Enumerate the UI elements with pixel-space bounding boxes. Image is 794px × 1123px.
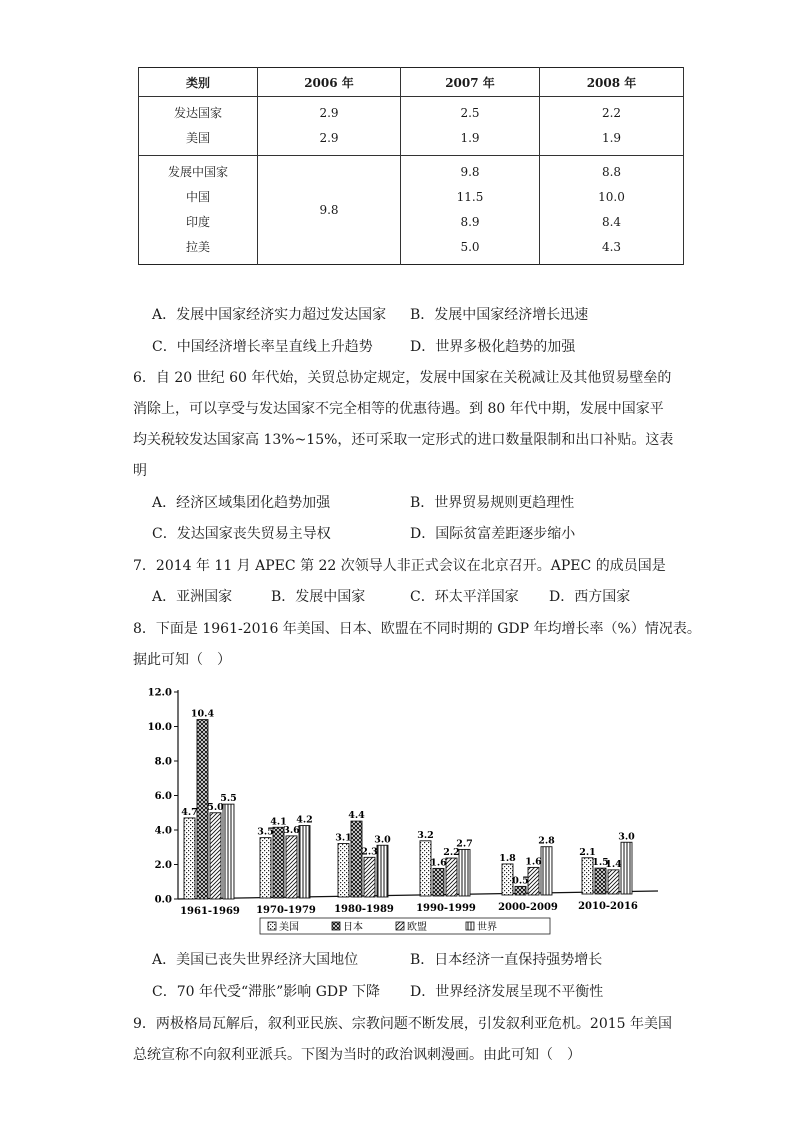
y-tick-label: 12.0 <box>147 687 172 699</box>
q8-option-d[interactable]: D．世界经济发展呈现不平衡性 <box>410 984 604 1000</box>
bar-data-label: 1.6 <box>525 856 542 868</box>
q6-stem-line-1: 6．自 20 世纪 60 年代始，关贸总协定规定，发展中国家在关税减让及其他贸易壁垒的 <box>133 370 672 386</box>
bar-data-label: 2.7 <box>456 838 473 850</box>
bar-日本-2000-2009 <box>515 886 526 895</box>
bar-data-label: 2.2 <box>443 847 460 859</box>
cell-value: 8.8 <box>601 165 622 179</box>
q6-stem-line-2: 消除上，可以享受与发达国家不完全相等的优惠待遇。到 80 年代中期，发展中国家平 <box>133 401 664 417</box>
bar-世界-2000-2009 <box>541 847 552 895</box>
bar-data-label: 10.4 <box>190 708 215 720</box>
q7-option-d[interactable]: D．西方国家 <box>549 589 631 605</box>
cell-value: 10.0 <box>598 190 625 204</box>
bar-美国-1970-1979 <box>260 838 271 898</box>
bar-世界-1980-1989 <box>377 845 388 897</box>
row-label: 发展中国家 <box>167 165 228 179</box>
bar-data-label: 3.1 <box>335 832 352 844</box>
q5-option-c[interactable]: C．中国经济增长率呈直线上升趋势 <box>152 339 373 355</box>
header-2007: 2007 年 <box>401 68 540 97</box>
cell-value: 1.9 <box>460 131 480 145</box>
q5-option-d[interactable]: D．世界多极化趋势的加强 <box>410 339 576 355</box>
bar-data-label: 2.3 <box>361 846 378 858</box>
bar-欧盟-1970-1979 <box>286 836 297 898</box>
q8-option-a[interactable]: A．美国已丧失世界经济大国地位 <box>152 952 359 968</box>
q8-option-c[interactable]: C．70 年代受“滞胀”影响 GDP 下降 <box>152 984 381 1000</box>
x-tick-label: 1961-1969 <box>180 906 240 917</box>
bar-美国-1961-1969 <box>184 818 195 899</box>
q7-option-a[interactable]: A．亚洲国家 <box>152 589 233 605</box>
header-2006: 2006 年 <box>258 68 401 97</box>
bar-日本-1980-1989 <box>351 821 362 897</box>
chart-data-labels <box>181 709 635 887</box>
q8-stem-line-1: 8．下面是 1961-2016 年美国、日本、欧盟在不同时期的 GDP 年均增长率（%）情况表。 <box>133 621 701 637</box>
bar-世界-1970-1979 <box>299 826 310 898</box>
q5-option-a[interactable]: A．发展中国家经济实力超过发达国家 <box>152 307 387 323</box>
bar-data-label: 1.6 <box>430 857 447 869</box>
developed-labels-cell <box>139 97 258 156</box>
bar-data-label: 5.0 <box>207 801 224 813</box>
y-tick-label: 4.0 <box>154 825 172 837</box>
bar-data-label: 3.0 <box>374 834 391 846</box>
y-tick-label: 2.0 <box>154 860 172 871</box>
bar-data-label: 0.5 <box>512 875 529 887</box>
x-tick-label: 1990-1999 <box>416 903 476 914</box>
bar-世界-1961-1969 <box>223 804 234 899</box>
q7-stem: 7．2014 年 11 月 APEC 第 22 次领导人非正式会议在北京召开。APEC 的成员国是 <box>133 558 666 574</box>
bar-日本-2010-2016 <box>595 868 606 894</box>
legend-swatch-欧盟 <box>396 922 404 930</box>
bar-data-label: 4.7 <box>181 806 198 818</box>
q6-option-b[interactable]: B．世界贸易规则更趋理性 <box>410 495 575 511</box>
q6-stem-line-4: 明 <box>133 463 147 479</box>
bar-日本-1970-1979 <box>273 827 284 898</box>
cell-value: 8.4 <box>601 215 622 229</box>
bar-日本-1990-1999 <box>433 868 444 896</box>
q6-option-d[interactable]: D．国际贫富差距逐步缩小 <box>410 526 576 542</box>
bar-data-label: 3.0 <box>618 831 635 843</box>
cell-value: 11.5 <box>456 190 484 204</box>
row-label: 发达国家 <box>173 106 222 120</box>
bar-世界-2010-2016 <box>621 842 632 894</box>
cell-value: 4.3 <box>601 240 622 254</box>
bar-欧盟-1961-1969 <box>210 813 221 899</box>
header-category: 类别 <box>139 68 258 97</box>
bar-data-label: 3.6 <box>283 824 300 836</box>
legend-label-日本: 日本 <box>343 922 363 933</box>
cell-value: 5.0 <box>460 240 480 254</box>
legend-swatch-日本 <box>332 922 340 930</box>
bar-data-label: 4.4 <box>348 810 365 822</box>
x-tick-label: 1970-1979 <box>256 905 316 916</box>
x-tick-label: 1980-1989 <box>334 904 394 915</box>
chart-bars <box>184 720 632 899</box>
cell-value: 1.9 <box>601 131 622 145</box>
row-label: 拉美 <box>185 240 210 254</box>
developed-2006-cell <box>258 97 401 156</box>
legend-label-美国: 美国 <box>279 922 299 933</box>
bar-欧盟-1980-1989 <box>364 857 375 897</box>
row-label: 美国 <box>185 131 210 145</box>
developing-2007-cell <box>401 156 540 265</box>
cell-value: 8.9 <box>460 215 480 229</box>
q7-option-c[interactable]: C．环太平洋国家 <box>410 589 519 605</box>
q6-option-a[interactable]: A．经济区域集团化趋势加强 <box>152 495 331 511</box>
developing-2006-cell <box>258 156 401 265</box>
x-tick-label: 2000-2009 <box>498 902 558 913</box>
developed-2007-cell <box>401 97 540 156</box>
q9-stem-line-2: 总统宣称不向叙利亚派兵。下图为当时的政治讽刺漫画。由此可知（ ） <box>133 1047 581 1063</box>
developing-2008-cell <box>540 156 684 265</box>
cell-value: 9.8 <box>319 203 339 217</box>
bar-欧盟-2000-2009 <box>528 867 539 895</box>
bar-美国-1980-1989 <box>338 844 349 897</box>
q8-stem-line-2: 据此可知（ ） <box>133 652 231 668</box>
q8-option-b[interactable]: B．日本经济一直保持强势增长 <box>410 952 603 968</box>
q6-option-c[interactable]: C．发达国家丧失贸易主导权 <box>152 526 331 542</box>
legend-swatch-世界 <box>466 922 474 930</box>
bar-data-label: 2.1 <box>579 846 596 858</box>
developed-2008-cell <box>540 97 684 156</box>
y-tick-label: 8.0 <box>154 756 172 768</box>
q7-option-b[interactable]: B．发展中国家 <box>271 589 366 605</box>
y-tick-label: 10.0 <box>147 722 172 733</box>
bar-世界-1990-1999 <box>459 849 470 896</box>
x-tick-label: 2010-2016 <box>578 901 638 912</box>
header-2008: 2008 年 <box>540 68 684 97</box>
bar-data-label: 3.2 <box>417 829 434 841</box>
legend-label-欧盟: 欧盟 <box>407 922 427 933</box>
bar-欧盟-1990-1999 <box>446 858 457 896</box>
bar-data-label: 5.5 <box>220 793 237 805</box>
q6-stem-line-3: 均关税较发达国家高 13%~15%，还可采取一定形式的进口数量限制和出口补贴。这表 <box>133 432 674 448</box>
cell-value: 2.9 <box>319 131 339 145</box>
bar-data-label: 4.1 <box>270 816 287 828</box>
legend-label-世界: 世界 <box>477 922 497 933</box>
bar-欧盟-2010-2016 <box>608 870 619 894</box>
cell-value: 2.5 <box>460 106 480 120</box>
bar-data-label: 2.8 <box>538 835 555 847</box>
developing-labels-cell <box>139 156 258 265</box>
gdp-growth-bar-chart <box>140 682 670 940</box>
chart-legend <box>260 918 550 934</box>
y-tick-label: 6.0 <box>154 791 172 802</box>
bar-data-label: 4.2 <box>296 814 313 826</box>
q9-stem-line-1: 9．两极格局瓦解后，叙利亚民族、宗教问题不断发展，引发叙利亚危机。2015 年美国 <box>133 1016 672 1032</box>
gdp-growth-table <box>138 67 684 265</box>
bar-data-label: 1.8 <box>499 852 516 864</box>
row-label: 印度 <box>185 215 210 229</box>
y-tick-label: 0.0 <box>154 894 172 906</box>
bar-data-label: 1.4 <box>605 858 622 870</box>
legend-box <box>260 918 550 934</box>
bar-data-label: 3.5 <box>257 826 274 838</box>
cell-value: 2.9 <box>319 106 339 120</box>
legend-swatch-美国 <box>268 922 276 930</box>
cell-value: 9.8 <box>460 165 480 179</box>
bar-data-label: 1.5 <box>592 857 609 869</box>
q5-option-b[interactable]: B．发展中国家经济增长迅速 <box>410 307 589 323</box>
row-label: 中国 <box>185 190 210 204</box>
cell-value: 2.2 <box>601 106 622 120</box>
